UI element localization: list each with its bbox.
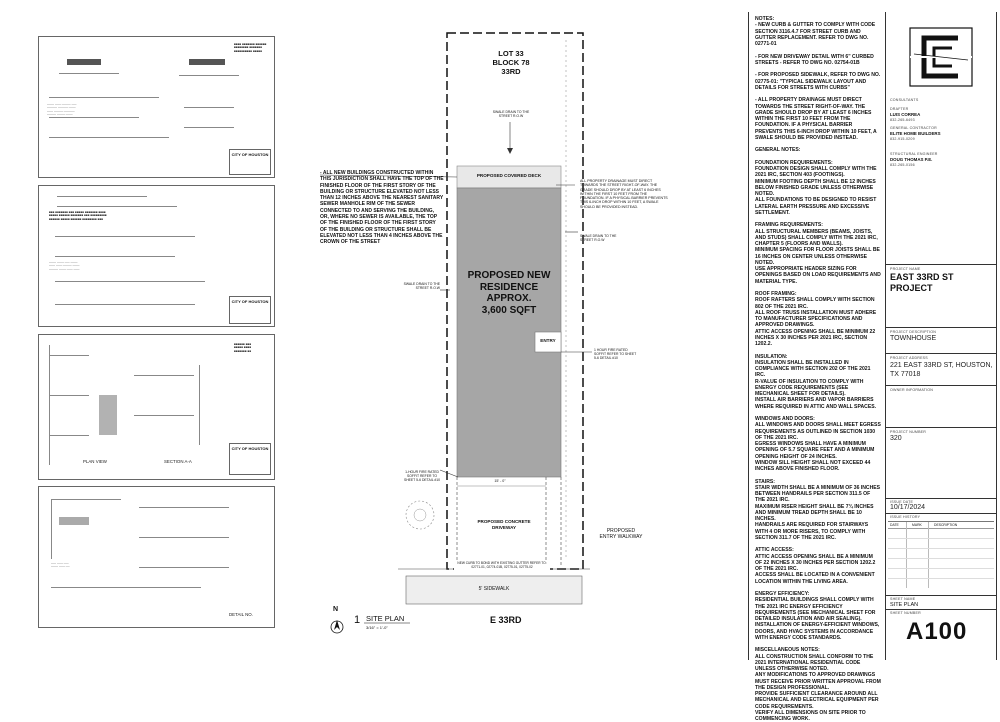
covered-deck-label: PROPOSED COVERED DECK xyxy=(476,173,542,178)
contractor-name: ELITE HOME BUILDERS xyxy=(890,131,941,136)
dimension-label: 15' - 0" xyxy=(494,479,506,483)
sheet-number-label: SHEET NUMBER xyxy=(890,611,921,615)
issue-date: 10/17/2024 xyxy=(890,504,926,511)
street-ref: 33RD xyxy=(501,67,521,76)
swale-note-top: SWALE DRAIN TO THE STREET R.O.W xyxy=(492,110,530,118)
plan-number: 1 xyxy=(354,614,361,626)
drafter-phone: 832-265-6493 xyxy=(890,118,915,122)
detail-sheet-driveway: ■■■ ■■■■■■■ ■■■ ■■■■■ ■■■■■■■ ■■■■ ■■■■■ ■■■■■■ ■■■■■■■ ■■■ ■■■■■■■■■ ■■■■■■ ■■■■■ ■■■■■■ ■■■■■■■■ ■■■ ------- ------- ----- ------- ------ ------ --------- ------- --------- ------- ------ ------ CITY OF HOUSTON xyxy=(38,185,275,327)
street-label: E 33RD xyxy=(490,615,522,625)
block-number: BLOCK 78 xyxy=(492,58,530,67)
project-description: TOWNHOUSE xyxy=(890,335,937,342)
sheet-name-label: SHEET NAME xyxy=(890,597,916,601)
project-number-label: PROJECT NUMBER xyxy=(890,430,927,434)
residence-label xyxy=(457,270,561,316)
company-logo xyxy=(904,24,978,90)
drafter-label: DRAFTER xyxy=(890,107,909,111)
north-arrow-label: N xyxy=(333,606,339,613)
engineer-label: STRUCTURAL ENGINEER xyxy=(890,152,938,156)
residence-line3: APPROX. xyxy=(486,293,532,305)
contractor-label: GENERAL CONTRACTOR xyxy=(890,126,937,130)
detail-sheet-curb-gutter: ■■■■ ■■■■■■■ ■■■■■■ ■■■■■■■■ ■■■■■■■ ■■■■■■■■■■ ■■■■■ ------- ------ --------- ----- ---------- ---------- ------- ------ --------- ----------- --------- -------- ------- CITY OF HOUSTON xyxy=(38,36,275,178)
city-stamp: CITY OF HOUSTON xyxy=(231,299,269,304)
sheet-name: SITE PLAN xyxy=(890,602,919,608)
issue-date-label: ISSUE DATE xyxy=(890,500,914,504)
detail-sheet-soffit: ----- ------ ----- ------- ------ ---- DETAIL NO. xyxy=(38,486,275,628)
contractor-phone: 832-915-0209 xyxy=(890,137,915,141)
residence-line1: PROPOSED NEW xyxy=(467,270,551,281)
swale-note-left: SWALE DRAIN TO THE STREET R.O.W xyxy=(403,282,440,290)
drafter-name: LUIS CORREA xyxy=(890,112,921,117)
floor-elevation-note: - ALL NEW BUILDINGS CONSTRUCTED WITHIN THIS JURISDICTION SHALL HAVE THE TOP OF THE FINISHED FLOOR OF THE FIRST STORY OF THE BUILDING OR STRUCTURE ELEVATED NOT LESS THAN 12 INCHES ABOVE THE NEAREST SANITARY SEWER MANHOLE RIM OF THE SEWER CONNECTED TO AND SERVING THE BUILDING, OR, WHERE NO SEWER IS AVAILABLE, THE TOP OF THE FINISHED FLOOR OF THE FIRST STORY OF THE BUILDING OR STRUCTURE SHALL BE ELEVATED NOT LESS THAN 4 INCHES ABOVE THE CROWN OF THE STREET xyxy=(320,170,444,246)
title-block xyxy=(886,12,997,660)
engineer-name: DOUG THOMAS P.E. xyxy=(890,157,933,162)
lot-number: LOT 33 xyxy=(498,49,524,58)
swale-note-right: SWALE DRAIN TO THE STREET R.O.W xyxy=(580,234,617,242)
curb-note: NEW CURB TO BOND WITH EXISTING GUTTER REFER TO: 02771-01, 02774-01B, 02775-01, 02775-02 xyxy=(454,562,550,570)
project-name-label: PROJECT NAME xyxy=(890,267,921,271)
section-label: SECTION A-A xyxy=(164,459,192,464)
city-stamp: CITY OF HOUSTON xyxy=(231,446,269,451)
drainage-note: ALL PROPERTY DRAINAGE MUST DIRECT TOWARDS THE STREET RIGHT-OF-WAY. THE GRADE SHOULD DROP BY AT LEAST 6 INCHES WITHIN THE FIRST 10 FEET FROM THE FOUNDATION. IF A PHYSICAL BARRIER PREVENTS THIS 6-INCH DROP WITHIN 10 FEET, A SWALE SHOULD BE PROVIDED INSTEAD. xyxy=(580,179,668,209)
plan-view-label: PLAN VIEW xyxy=(83,459,107,464)
plan-scale: 3/16" = 1'-0" xyxy=(366,625,388,630)
detail-label: DETAIL NO. xyxy=(229,612,253,617)
sidewalk-label: 5' SIDEWALK xyxy=(478,586,510,592)
issue-history-table: DATE MARK DESCRIPTION xyxy=(888,521,994,588)
driveway-label: PROPOSED CONCRETE DRIVEWAY xyxy=(477,519,531,530)
walkway-label: PROPOSED ENTRY WALKWAY xyxy=(599,528,643,541)
residence-line2: RESIDENCE xyxy=(479,281,539,293)
project-description-label: PROJECT DESCRIPTION xyxy=(890,330,937,334)
sheet-number: A100 xyxy=(906,618,968,645)
consultants-label: CONSULTANTS xyxy=(890,98,919,102)
fire-rated-note-left: 1-HOUR FIRE RATED SOFFIT REFER TO SHEET 5-6 DETAIL #10 xyxy=(403,470,441,482)
plan-title: SITE PLAN xyxy=(366,614,405,623)
project-name: EAST 33RD ST PROJECT xyxy=(890,272,954,293)
project-number: 320 xyxy=(890,435,902,442)
residence-area: 3,600 SQFT xyxy=(481,304,537,316)
entry-label: ENTRY xyxy=(540,338,556,343)
notes-panel xyxy=(748,12,886,722)
project-address-label: PROJECT ADDRESS xyxy=(890,356,928,360)
general-notes: NOTES: - NEW CURB & GUTTER TO COMPLY WITH CODE SECTION 3116.4.7 FOR STREET CURB AND GUTTER REPLACEMENT. REFER TO DWG NO. 02771-01 - FOR NEW DRIVEWAY DETAIL WITH 6" CURBED STREETS - REFER TO DWG NO. 02754-01B - FOR PROPOSED SIDEWALK, REFER TO DWG NO. 02775-01: "TYPICAL SIDEWALK LAYOUT AND DETAILS FOR STREETS WITH CURBS" - ALL PROPERTY DRAINAGE MUST DIRECT TOWARDS THE STREET RIGHT-OF-WAY. THE GRADE SHOULD DROP BY AT LEAST 6 INCHES WITHIN THE FIRST 10 FEET FROM THE FOUNDATION. IF A PHYSICAL BARRIER PREVENTS THIS 6-INCH DROP WITHIN 10 FEET, A SWALE SHOULD BE PROVIDED INSTEAD. GENERAL NOTES: FOUNDATION REQUIREMENTS: FOUNDATION DESIGN SHALL COMPLY WITH THE 2021 IRC, SECTION 403 (FOOTINGS). MINIMUM FOOTING DEPTH SHALL BE 12 INCHES BELOW FINISHED GRADE UNLESS OTHERWISE NOTED. ALL FOUNDATIONS TO BE DESIGNED TO RESIST LATERAL EARTH PRESSURE AND EXCESSIVE SETTLEMENT. FRAMING REQUIREMENTS: ALL STRUCTURAL MEMBERS (BEAMS, JOISTS, AND STUDS) SHALL COMPLY WITH THE 2021 IRC, CHAPTER 5 (FLOORS AND WALLS). MINIMUM SPACING FOR FLOOR JOISTS SHALL BE 16 INCHES ON CENTER UNLESS OTHERWISE NOTED. USE APPROPRIATE HEADER SIZING FOR OPENINGS BASED ON LOAD REQUIREMENTS AND MATERIAL TYPE. ROOF FRAMING: ROOF RAFTERS SHALL COMPLY WITH SECTION 802 OF THE 2021 IRC. ALL ROOF TRUSS INSTALLATION MUST ADHERE TO MANUFACTURER SPECIFICATIONS AND APPROVED DRAWINGS. ATTIC ACCESS OPENING SHALL BE MINIMUM 22 INCHES X 30 INCHES PER 2021 IRC, SECTION 1202.2. INSULATION: INSULATION SHALL BE INSTALLED IN COMPLIANCE WITH SECTION 202 OF THE 2021 IRC. R-VALUE OF INSULATION TO COMPLY WITH ENERGY CODE REQUIREMENTS (SEE MECHANICAL SHEET FOR DETAILS). INSTALL AIR BARRIERS AND VAPOR BARRIERS WHERE REQUIRED IN ATTIC AND WALL SPACES. WINDOWS AND DOORS: ALL WINDOWS AND DOORS SHALL MEET EGRESS REQUIREMENTS AS OUTLINED IN SECTION 1030 OF THE 2021 IRC. EGRESS WINDOWS SHALL HAVE A MINIMUM OPENING OF 5.7 SQUARE FEET AND A MINIMUM OPENING HEIGHT OF 24 INCHES. WINDOW SILL HEIGHT SHALL NOT EXCEED 44 INCHES ABOVE FINISHED FLOOR. STAIRS: STAIR WIDTH SHALL BE A MINIMUM OF 36 INCHES BETWEEN HANDRAILS PER SECTION 311.5 OF THE 2021 IRC. MAXIMUM RISER HEIGHT SHALL BE 7¾ INCHES AND MINIMUM TREAD DEPTH SHALL BE 10 INCHES. HANDRAILS ARE REQUIRED FOR STAIRWAYS WITH 4 OR MORE RISERS, TO COMPLY WITH SECTION 311.7 OF THE 2021 IRC. ATTIC ACCESS: ATTIC ACCESS OPENING SHALL BE A MINIMUM OF 22 INCHES X 30 INCHES PER SECTION 1202.2 OF THE 2021 IRC. ACCESS SHALL BE LOCATED IN A CONVENIENT LOCATION WITHIN THE LIVING AREA. ENERGY EFFICIENCY: RESIDENTIAL BUILDINGS SHALL COMPLY WITH THE 2021 IRC ENERGY EFFICIENCY REQUIREMENTS (SEE MECHANICAL SHEET FOR DETAILED INSULATION AND AIR SEALING). INSTALLATION OF ENERGY-EFFICIENT WINDOWS, DOORS, AND HVAC SYSTEMS IN ACCORDANCE WITH ENERGY CODE STANDARDS. MISCELLANEOUS NOTES: ALL CONSTRUCTION SHALL CONFORM TO THE 2021 INTERNATIONAL RESIDENTIAL CODE UNLESS OTHERWISE NOTED. ANY MODIFICATIONS TO APPROVED DRAWINGS MUST RECEIVE PRIOR WRITTEN APPROVAL FROM THE DESIGN PROFESSIONAL. PROVIDE SUFFICIENT CLEARANCE AROUND ALL MECHANICAL AND ELECTRICAL EQUIPMENT PER CODE REQUIREMENTS. VERIFY ALL DIMENSIONS ON SITE PRIOR TO COMMENCING WORK. xyxy=(755,16,881,722)
lot-label xyxy=(480,49,542,76)
engineer-phone: 832-265-0156 xyxy=(890,163,915,167)
fire-rated-note-right: 1 HOUR FIRE RATED SOFFIT REFER TO SHEET 5-6 DETAIL #10 xyxy=(594,348,637,360)
detail-sheet-sidewalk: ■■■■■■ ■■■ ■■■■■ ■■■■ ■■■■■■■ ■■ PLAN VIEW SECTION A-A CITY OF HOUSTON xyxy=(38,334,275,480)
project-address: 221 EAST 33RD ST, HOUSTON, TX 77018 xyxy=(890,362,993,378)
issue-history-label: ISSUE HISTORY xyxy=(890,515,921,519)
city-stamp: CITY OF HOUSTON xyxy=(231,152,269,157)
owner-info-label: OWNER INFORMATION xyxy=(890,388,934,392)
